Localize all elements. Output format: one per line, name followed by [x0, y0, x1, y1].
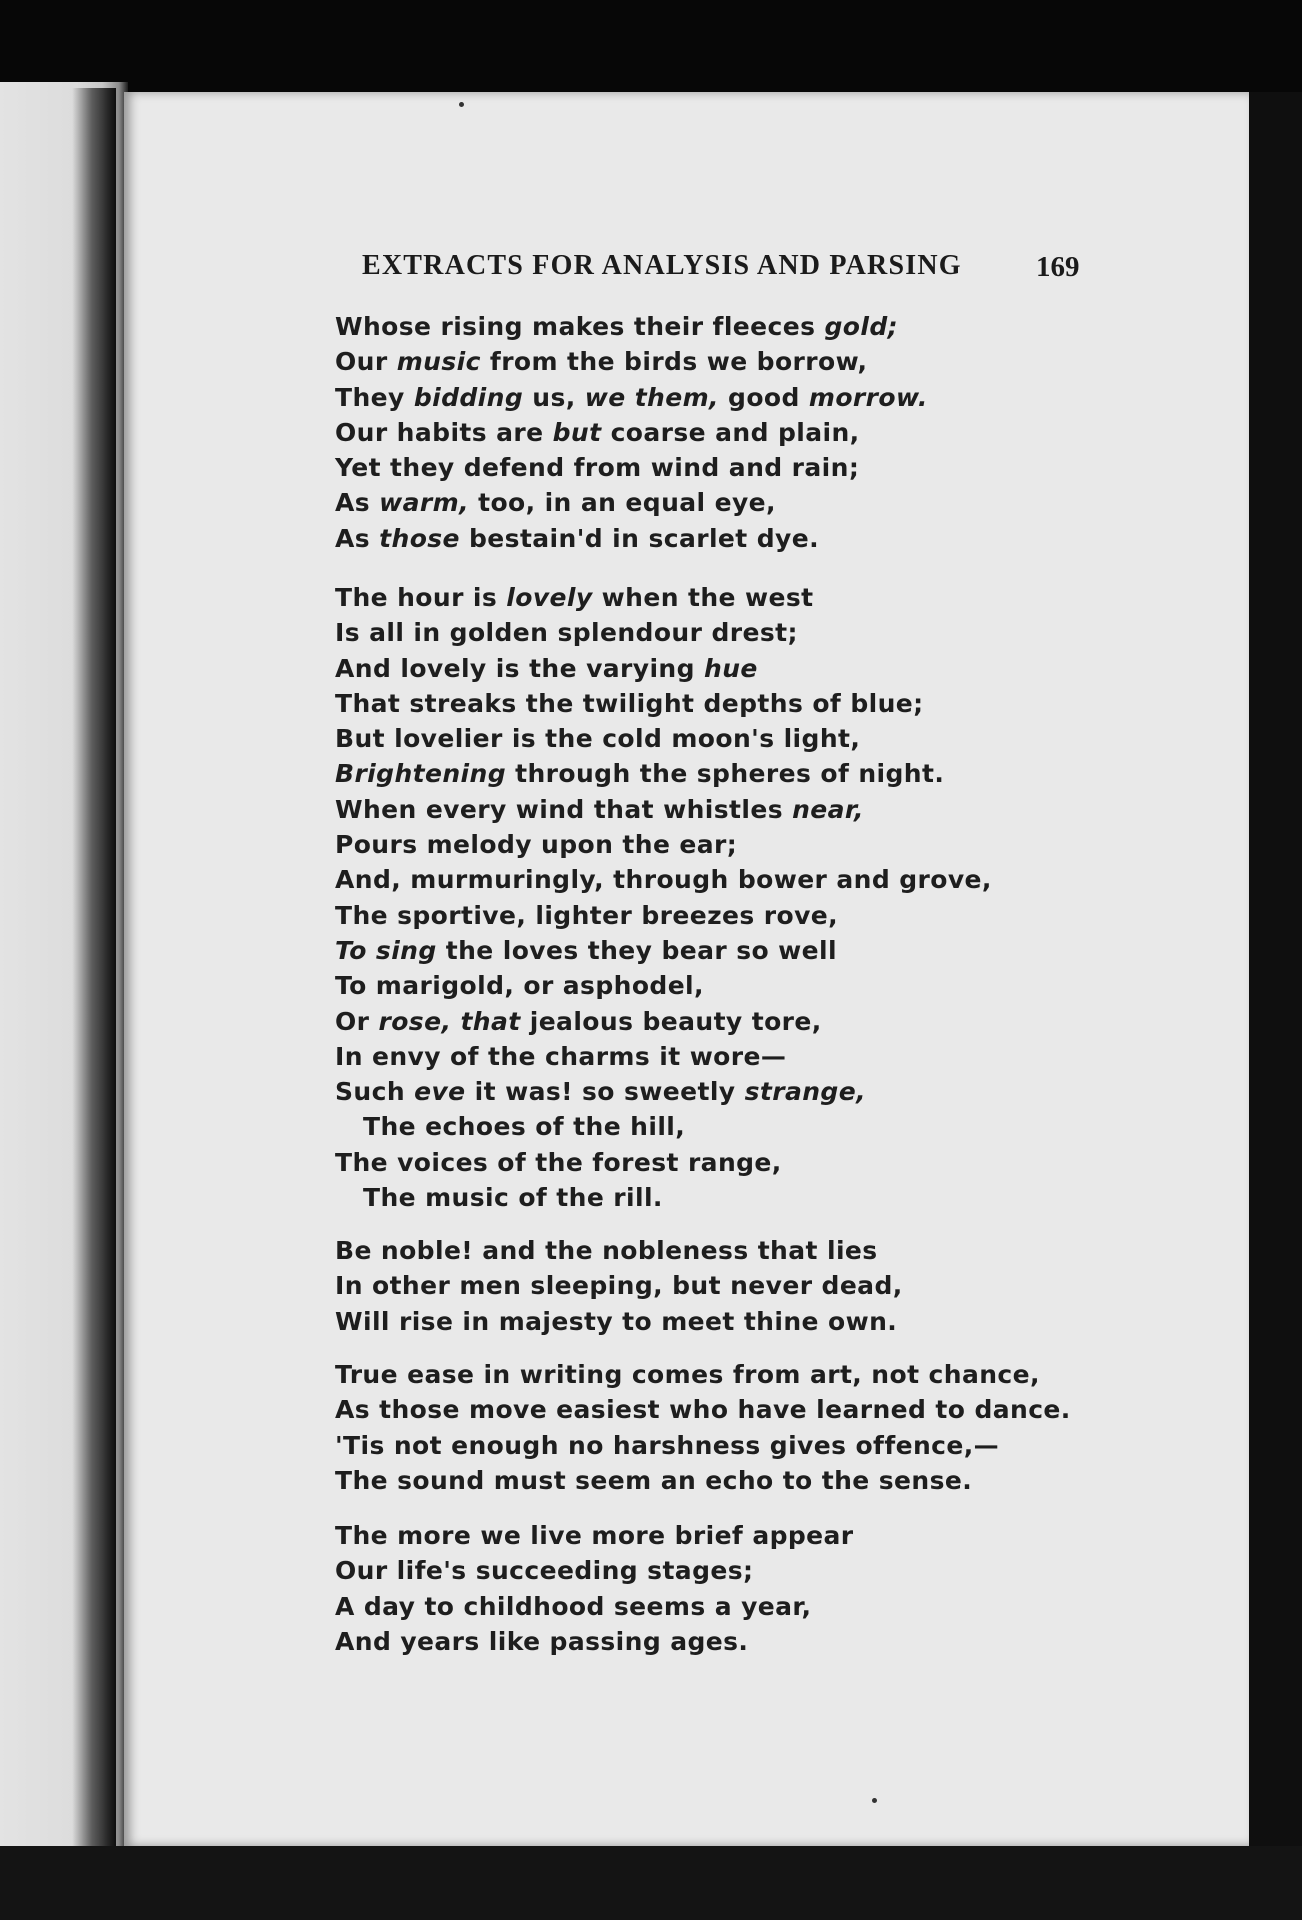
italic-word: lovely: [506, 583, 593, 612]
poem-line: [335, 1428, 1055, 1463]
line-text: it was! so sweetly: [465, 1077, 745, 1107]
poem-line: [335, 521, 1055, 556]
poem-line: [335, 968, 1055, 1003]
line-text: Such: [335, 1077, 415, 1107]
line-text: The more we live more brief appear: [335, 1521, 854, 1550]
line-text: too, in an equal eye,: [468, 488, 776, 518]
poem-line: [335, 1180, 1055, 1215]
italic-word: Brightening: [335, 759, 507, 789]
poem-line: [335, 615, 1055, 650]
scan-backdrop-bottom: [0, 1846, 1302, 1920]
line-text: us,: [523, 382, 585, 412]
poem-stanza-1: [335, 309, 1055, 556]
line-text: And, murmuringly, through bower and grove,: [335, 865, 992, 895]
line-text: As: [335, 488, 380, 518]
print-speck: [872, 1798, 877, 1803]
line-text: And years like passing ages.: [335, 1626, 749, 1656]
line-text: The sportive, lighter breezes rove,: [335, 900, 839, 930]
poem-line: [335, 1589, 1055, 1624]
page-number: 169: [1036, 251, 1080, 283]
italic-word: bidding: [413, 382, 524, 412]
poem-line: [335, 344, 1055, 379]
line-text: The hour is: [335, 583, 507, 612]
line-text: As: [335, 523, 380, 553]
poem-line: [335, 1145, 1055, 1180]
poem-line: [335, 1463, 1055, 1498]
poem-line: [335, 756, 1055, 791]
poem-line: [335, 309, 1055, 344]
scan-backdrop-top: [0, 0, 1302, 95]
line-text: Our life's succeeding stages;: [335, 1556, 754, 1586]
scan-backdrop-right: [1249, 92, 1302, 1846]
italic-word: near,: [792, 794, 864, 824]
poem-stanza-2: [335, 580, 1055, 1215]
poem-line: [335, 415, 1055, 450]
line-text: the loves they bear so well: [436, 935, 837, 965]
poem-line: [335, 792, 1055, 827]
poem-line: [335, 721, 1055, 756]
line-text: from the birds we borrow,: [480, 347, 868, 377]
line-text: In envy of the charms it wore—: [335, 1041, 787, 1071]
running-head: EXTRACTS FOR ANALYSIS AND PARSING: [362, 250, 962, 281]
line-text: When every wind that whistles: [335, 794, 793, 824]
italic-word: rose, that: [378, 1006, 521, 1036]
line-text: Our: [335, 347, 397, 377]
line-text: good: [718, 382, 809, 412]
poem-line: [335, 827, 1055, 862]
poem-stanza-4: [335, 1357, 1071, 1498]
poem-line: [335, 862, 1055, 897]
poem-line: [335, 686, 1055, 721]
poem-line: [335, 1518, 1055, 1553]
italic-word: morrow.: [808, 382, 928, 412]
line-text: In other men sleeping, but never dead,: [335, 1271, 903, 1301]
poem-line: [335, 485, 1055, 520]
line-text: To marigold, or asphodel,: [335, 971, 704, 1001]
line-text: And lovely is the varying: [335, 653, 705, 683]
poem-stanza-3: [335, 1233, 1055, 1339]
line-text: The sound must seem an echo to the sense.: [335, 1465, 973, 1495]
italic-word: gold;: [824, 312, 899, 341]
line-text: Our habits are: [335, 417, 553, 447]
italic-word: To sing: [335, 935, 437, 965]
poem-line: [335, 1268, 1055, 1303]
line-text: Be noble! and the nobleness that lies: [335, 1236, 878, 1265]
line-text: That streaks the twilight depths of blue;: [335, 688, 924, 718]
poem-line: [335, 1233, 1055, 1268]
poem-line: [335, 1624, 1055, 1659]
poem-line: [335, 580, 1055, 615]
poem-line: [335, 651, 1055, 686]
line-text: when the west: [592, 583, 814, 612]
line-text: through the spheres of night.: [506, 759, 945, 789]
italic-word: hue: [704, 653, 758, 683]
line-text: Yet they defend from wind and rain;: [335, 453, 860, 483]
line-text: The echoes of the hill,: [363, 1112, 686, 1142]
italic-word: eve: [414, 1077, 466, 1107]
italic-word: but: [552, 417, 602, 447]
line-text: The voices of the forest range,: [335, 1147, 782, 1177]
poem-line: [335, 1074, 1055, 1109]
poem-line: [335, 1004, 1055, 1039]
line-text: True ease in writing comes from art, not chance,: [335, 1360, 1040, 1389]
poem-line: [335, 1039, 1055, 1074]
poem-line: [335, 933, 1055, 968]
poem-line: [335, 1304, 1055, 1339]
italic-word: music: [396, 347, 481, 377]
poem-line: [335, 898, 1055, 933]
line-text: Whose rising makes their fleeces: [335, 312, 825, 341]
line-text: Pours melody upon the ear;: [335, 830, 738, 860]
line-text: Is all in golden splendour drest;: [335, 618, 798, 648]
line-text: jealous beauty tore,: [520, 1006, 822, 1036]
poem-line: [335, 1553, 1055, 1588]
line-text: The music of the rill.: [363, 1183, 663, 1213]
italic-word: we them,: [584, 382, 719, 412]
line-text: As those move easiest who have learned to dance.: [335, 1395, 1071, 1425]
line-text: A day to childhood seems a year,: [335, 1591, 812, 1621]
poem-line: [335, 1109, 1055, 1144]
line-text: coarse and plain,: [601, 417, 860, 447]
poem-line: [335, 1357, 1055, 1392]
line-text: 'Tis not enough no harshness gives offence,—: [335, 1430, 1000, 1460]
print-speck: [459, 102, 464, 107]
line-text: bestain'd in scarlet dye.: [459, 523, 819, 553]
italic-word: those: [379, 523, 460, 553]
poem-line: [335, 380, 1055, 415]
italic-word: warm,: [379, 488, 469, 518]
poem-stanza-5: [335, 1518, 1055, 1659]
line-text: Will rise in majesty to meet thine own.: [335, 1306, 898, 1336]
poem-line: [335, 1392, 1071, 1427]
italic-word: strange,: [744, 1077, 866, 1107]
line-text: But lovelier is the cold moon's light,: [335, 724, 861, 754]
poem-line: [335, 450, 1055, 485]
binding-shadow: [72, 88, 116, 1848]
line-text: They: [335, 382, 414, 412]
line-text: Or: [335, 1006, 379, 1036]
